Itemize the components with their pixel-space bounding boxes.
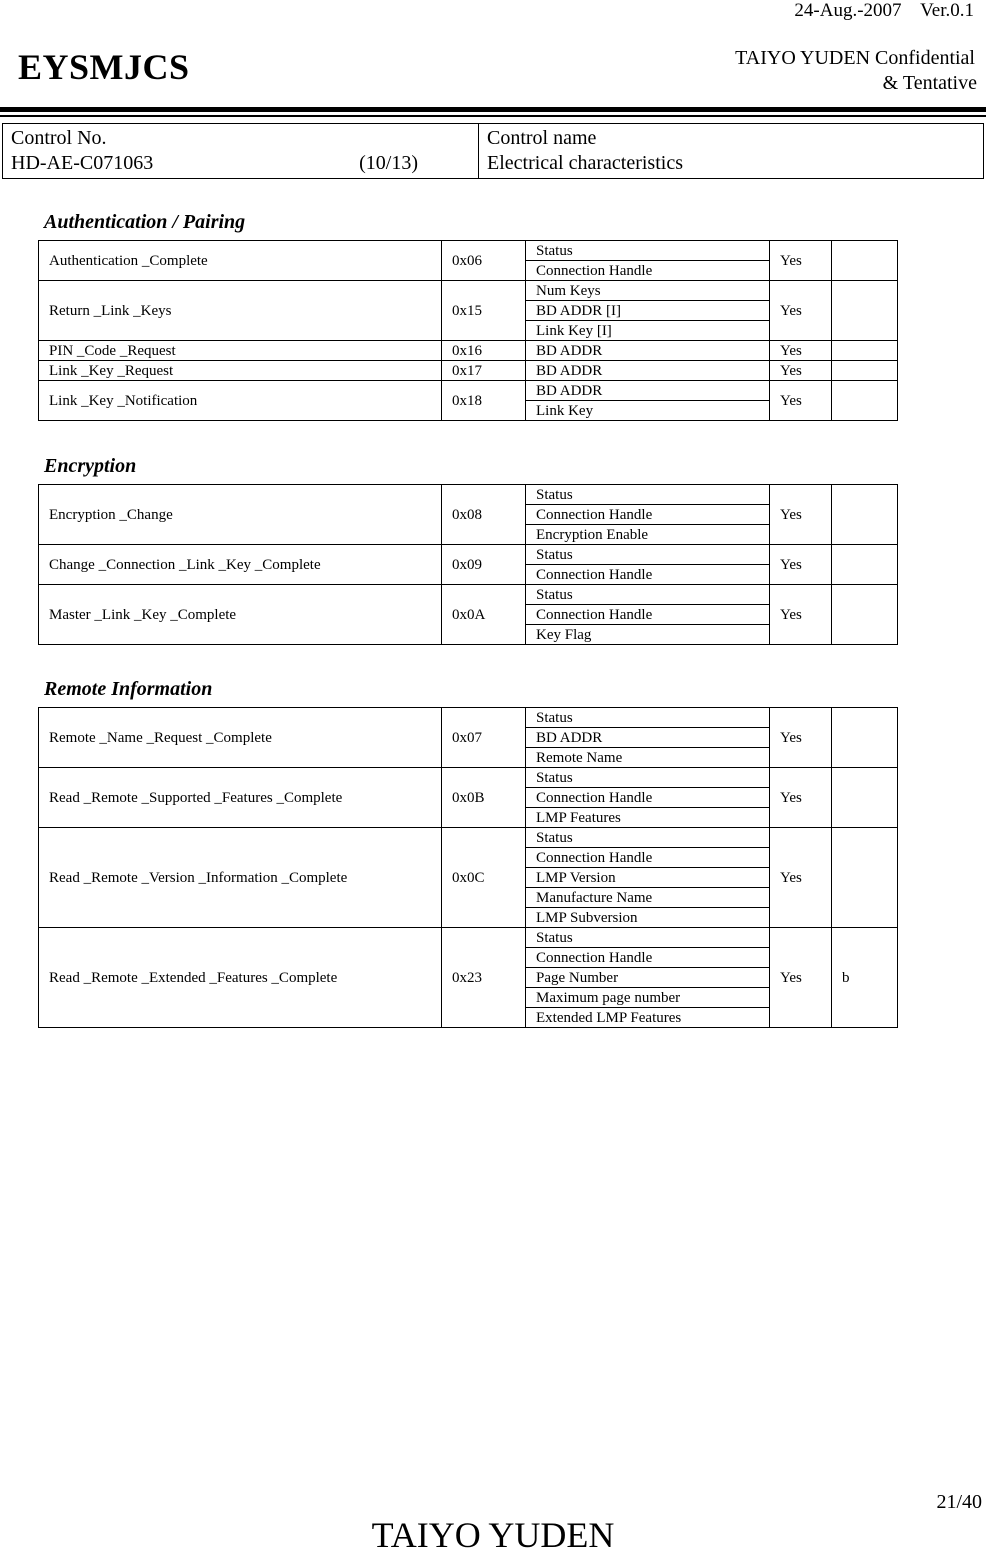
event-note — [832, 341, 898, 361]
event-support: Yes — [770, 241, 832, 281]
event-parameter: BD ADDR — [526, 361, 770, 381]
event-parameter: Connection Handle — [526, 505, 770, 525]
event-parameter: LMP Subversion — [526, 908, 770, 928]
page-number: 21/40 — [936, 1491, 982, 1513]
event-parameter: Status — [526, 241, 770, 261]
event-parameter: BD ADDR — [526, 381, 770, 401]
event-code: 0x15 — [442, 281, 526, 341]
event-parameter: Connection Handle — [526, 848, 770, 868]
event-parameter: Remote Name — [526, 748, 770, 768]
confidential-label: TAIYO YUDEN Confidential — [735, 47, 975, 69]
event-name: Read _Remote _Version _Information _Complete — [39, 828, 442, 928]
event-support: Yes — [770, 928, 832, 1028]
event-name: PIN _Code _Request — [39, 341, 442, 361]
event-table — [38, 484, 898, 645]
event-note — [832, 585, 898, 645]
event-parameter: Connection Handle — [526, 605, 770, 625]
table-row — [39, 381, 898, 401]
footer-brand: TAIYO YUDEN — [371, 1515, 615, 1555]
event-parameter: Key Flag — [526, 625, 770, 645]
event-name: Link _Key _Request — [39, 361, 442, 381]
event-name: Read _Remote _Extended _Features _Complete — [39, 928, 442, 1028]
event-note — [832, 281, 898, 341]
event-code: 0x16 — [442, 341, 526, 361]
event-parameter: Extended LMP Features — [526, 1008, 770, 1028]
event-code: 0x06 — [442, 241, 526, 281]
event-support: Yes — [770, 281, 832, 341]
event-support: Yes — [770, 341, 832, 361]
event-support: Yes — [770, 545, 832, 585]
event-support: Yes — [770, 485, 832, 545]
event-name: Encryption _Change — [39, 485, 442, 545]
event-parameter: Num Keys — [526, 281, 770, 301]
event-note — [832, 241, 898, 281]
event-parameter: Connection Handle — [526, 565, 770, 585]
event-code: 0x08 — [442, 485, 526, 545]
event-code: 0x0C — [442, 828, 526, 928]
table-row — [39, 708, 898, 728]
table-row — [39, 585, 898, 605]
event-table — [38, 707, 898, 1028]
control-name-cell — [479, 124, 984, 179]
event-parameter: Page Number — [526, 968, 770, 988]
event-parameter: BD ADDR — [526, 728, 770, 748]
event-support: Yes — [770, 768, 832, 828]
event-parameter: Status — [526, 708, 770, 728]
event-code: 0x07 — [442, 708, 526, 768]
event-parameter: Encryption Enable — [526, 525, 770, 545]
event-name: Return _Link _Keys — [39, 281, 442, 341]
event-parameter: BD ADDR — [526, 341, 770, 361]
event-table — [38, 240, 898, 421]
event-parameter: BD ADDR [I] — [526, 301, 770, 321]
event-parameter: Link Key — [526, 401, 770, 421]
event-support: Yes — [770, 381, 832, 421]
event-code: 0x0B — [442, 768, 526, 828]
event-parameter: LMP Version — [526, 868, 770, 888]
table-row — [39, 768, 898, 788]
table-row — [39, 828, 898, 848]
event-code: 0x18 — [442, 381, 526, 421]
table-row — [39, 545, 898, 565]
event-parameter: Status — [526, 485, 770, 505]
event-note — [832, 361, 898, 381]
control-sheet: (10/13) — [359, 152, 418, 174]
event-code: 0x0A — [442, 585, 526, 645]
event-code: 0x17 — [442, 361, 526, 381]
event-note — [832, 708, 898, 768]
section-title: Remote Information — [44, 678, 213, 700]
control-table — [2, 123, 984, 179]
event-parameter: Status — [526, 828, 770, 848]
event-name: Master _Link _Key _Complete — [39, 585, 442, 645]
header-rule-thin — [0, 115, 986, 117]
event-support: Yes — [770, 361, 832, 381]
event-parameter: Connection Handle — [526, 261, 770, 281]
event-parameter: Status — [526, 545, 770, 565]
control-no-value: HD-AE-C071063 — [11, 152, 154, 174]
event-note — [832, 381, 898, 421]
event-name: Change _Connection _Link _Key _Complete — [39, 545, 442, 585]
event-name: Remote _Name _Request _Complete — [39, 708, 442, 768]
table-row — [39, 485, 898, 505]
table-row — [39, 928, 898, 948]
event-note — [832, 545, 898, 585]
event-name: Authentication _Complete — [39, 241, 442, 281]
date-version: 24-Aug.-2007 Ver.0.1 — [794, 0, 974, 21]
event-note: b — [832, 928, 898, 1028]
event-support: Yes — [770, 828, 832, 928]
event-parameter: Status — [526, 585, 770, 605]
event-code: 0x23 — [442, 928, 526, 1028]
event-note — [832, 768, 898, 828]
event-name: Read _Remote _Supported _Features _Complete — [39, 768, 442, 828]
header-rule-thick — [0, 107, 986, 112]
event-parameter: Link Key [I] — [526, 321, 770, 341]
control-no-label: Control No. — [11, 127, 107, 149]
table-row — [39, 361, 898, 381]
event-parameter: Maximum page number — [526, 988, 770, 1008]
control-name-value: Electrical characteristics — [487, 152, 683, 174]
event-note — [832, 485, 898, 545]
event-parameter: LMP Features — [526, 808, 770, 828]
table-row — [39, 281, 898, 301]
event-support: Yes — [770, 585, 832, 645]
event-parameter: Connection Handle — [526, 948, 770, 968]
table-row — [39, 241, 898, 261]
event-name: Link _Key _Notification — [39, 381, 442, 421]
control-name-label: Control name — [487, 127, 597, 149]
event-note — [832, 828, 898, 928]
section-title: Encryption — [44, 455, 137, 477]
table-row — [39, 341, 898, 361]
section-title: Authentication / Pairing — [44, 211, 246, 233]
event-parameter: Status — [526, 928, 770, 948]
event-support: Yes — [770, 708, 832, 768]
event-code: 0x09 — [442, 545, 526, 585]
event-parameter: Manufacture Name — [526, 888, 770, 908]
tentative-label: & Tentative — [882, 72, 977, 94]
event-parameter: Status — [526, 768, 770, 788]
control-no-cell — [3, 124, 479, 179]
event-parameter: Connection Handle — [526, 788, 770, 808]
document-brand: EYSMJCS — [18, 47, 190, 87]
